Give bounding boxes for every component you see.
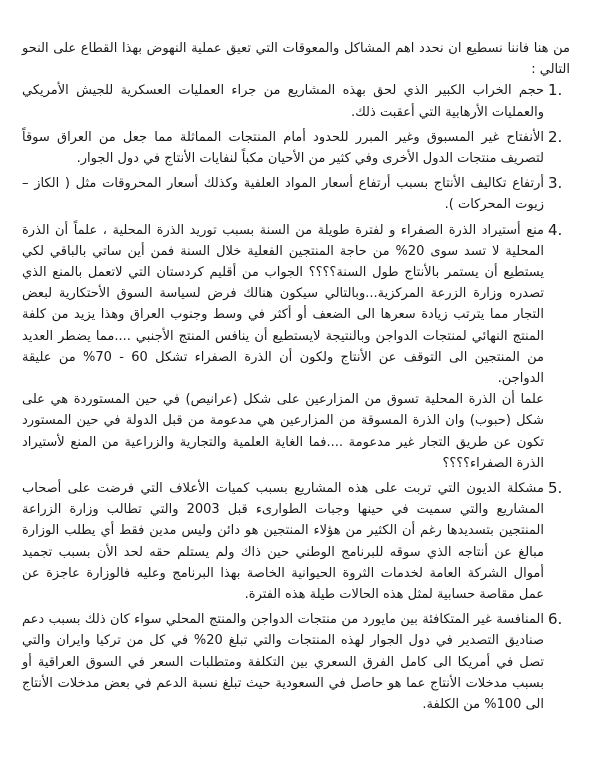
item-number: 6. (548, 610, 563, 629)
document-body (22, 38, 570, 715)
item-number: 4. (548, 220, 563, 239)
list-item (22, 609, 570, 715)
list-item (22, 127, 570, 169)
list-item (22, 80, 570, 122)
item-number: 2. (548, 127, 563, 146)
list-item (22, 478, 570, 605)
item-number: 5. (548, 479, 563, 498)
item-follow-paragraph: علما أن الذرة المحلية تسوق من المزارعين على شكل (عرانيص) في حين المستوردة هي على شكل (حبوب) وان الذرة المسوقة من المزارعين هي مدعومة من قبل الدولة في حين المستورد تكون عن طريق التجار غير مدعومة ....فما الغاية العلمية والتجارية والزراعية من المنع لأستيراد الذرة الصفراء؟؟؟؟ (22, 392, 544, 471)
item-text: الأنفتاح غير المسبوق وغير المبرر للحدود أمام المنتجات المماثلة مما جعل من العراق سوقاً لتصريف منتجات الدول الأخرى وفي كثير من الأحيان مكباً لنفايات الأنتاج في دول الجوار. (22, 129, 544, 167)
item-text: مشكلة الديون التي تربت على هذه المشاريع بسبب كميات الأعلاف التي فرضت على أصحاب المشاريع والتي سميت في حينها وجبات الطوارىء قبل 2003 والتي تطالب وزارة الزراعة المنتجين بتسديدها رغم أن الكثير من هؤلاء المنتجين هو دائن وليس مدين فقط أي يطلب الوزارة مبالغ عن أنتاجه الذي سوقه للبرنامج الوطني حين ذاك ولم يستلم حقه لحد الأن بسبب تجميد أموال الشركة العامة لخدمات الثروة الحيوانية الخاصة بهذا البرنامج وعليه فالوزارة عاجزة عن عمل مقاصة حسابية لمثل هذه الحالات طيلة هذه الفترة. (22, 481, 544, 603)
item-text: حجم الخراب الكبير الذي لحق بهذه المشاريع من جراء العمليات العسكرية للجيش الأمريكي والعمليات الأرهابية التي أعقبت ذلك. (22, 83, 544, 120)
item-text: منع أستيراد الذرة الصفراء و لفترة طويلة من السنة بسبب توريد الذرة المحلية ، علماً أن الذرة المحلية لا تسد سوى 20% من حاجة المنتجين الفعلية خلال السنة فمن أين ساتي بالباقي لكي يستطيع أن يستمر بالأنتاج طول السنة؟؟؟؟ الجواب من أقليم كردستان التي لاتعمل بالمنع الذي تصدره وزارة الزرعة المركزية...وبالتالي سيكون هنالك فرض لسياسة السوق الأحتكارية لبعض التجار مما يترتب زيادة سعرها الى الضعف أو أكثر في وسط وجنوب العراق وهذا يزيد من كلفة المنتج النهائي لمنتجات الدواجن وبالنتيجة لايستطيع أن ينافس المنتج الأجنبي ....مما يضطر العديد من المنتجين الى التوقف عن الأنتاج ولكون أن الذرة الصفراء تشكل 60 - 70% من عليقة الدواجن. (22, 222, 544, 387)
list-item (22, 220, 570, 390)
intro-paragraph: من هنا فاننا نسطيع ان نحدد اهم المشاكل والمعوقات التي تعيق عملية النهوض بهذا القطاع على النحو التالي : (22, 41, 570, 78)
item-text: المنافسة غير المتكافئة بين مايورد من منتجات الدواجن والمنتج المحلي سواء كان ذلك بسبب دعم صناديق التصدير في دول الجوار لهذه المنتجات والتي تبلغ 20% في كل من تركيا وايران والتي تصل في أمريكا الى كامل الفرق السعري بين التكلفة ومتطلبات السعر في السوق العراقية أو بسبب مدخلات الأنتاج عما هو حاصل في السعودية حيث تبلغ نسبة الدعم في بعض مدخلات الأنتاج الى 100% من الكلفة. (22, 612, 544, 713)
list-item (22, 173, 570, 215)
item-number: 1. (548, 81, 563, 100)
item-number: 3. (548, 174, 563, 193)
item-text: أرتفاع تكاليف الأنتاج بسبب أرتفاع أسعار المواد العلفية وكذلك أسعار المحروقات مثل ( الكاز – زيوت المحركات ). (22, 176, 544, 213)
